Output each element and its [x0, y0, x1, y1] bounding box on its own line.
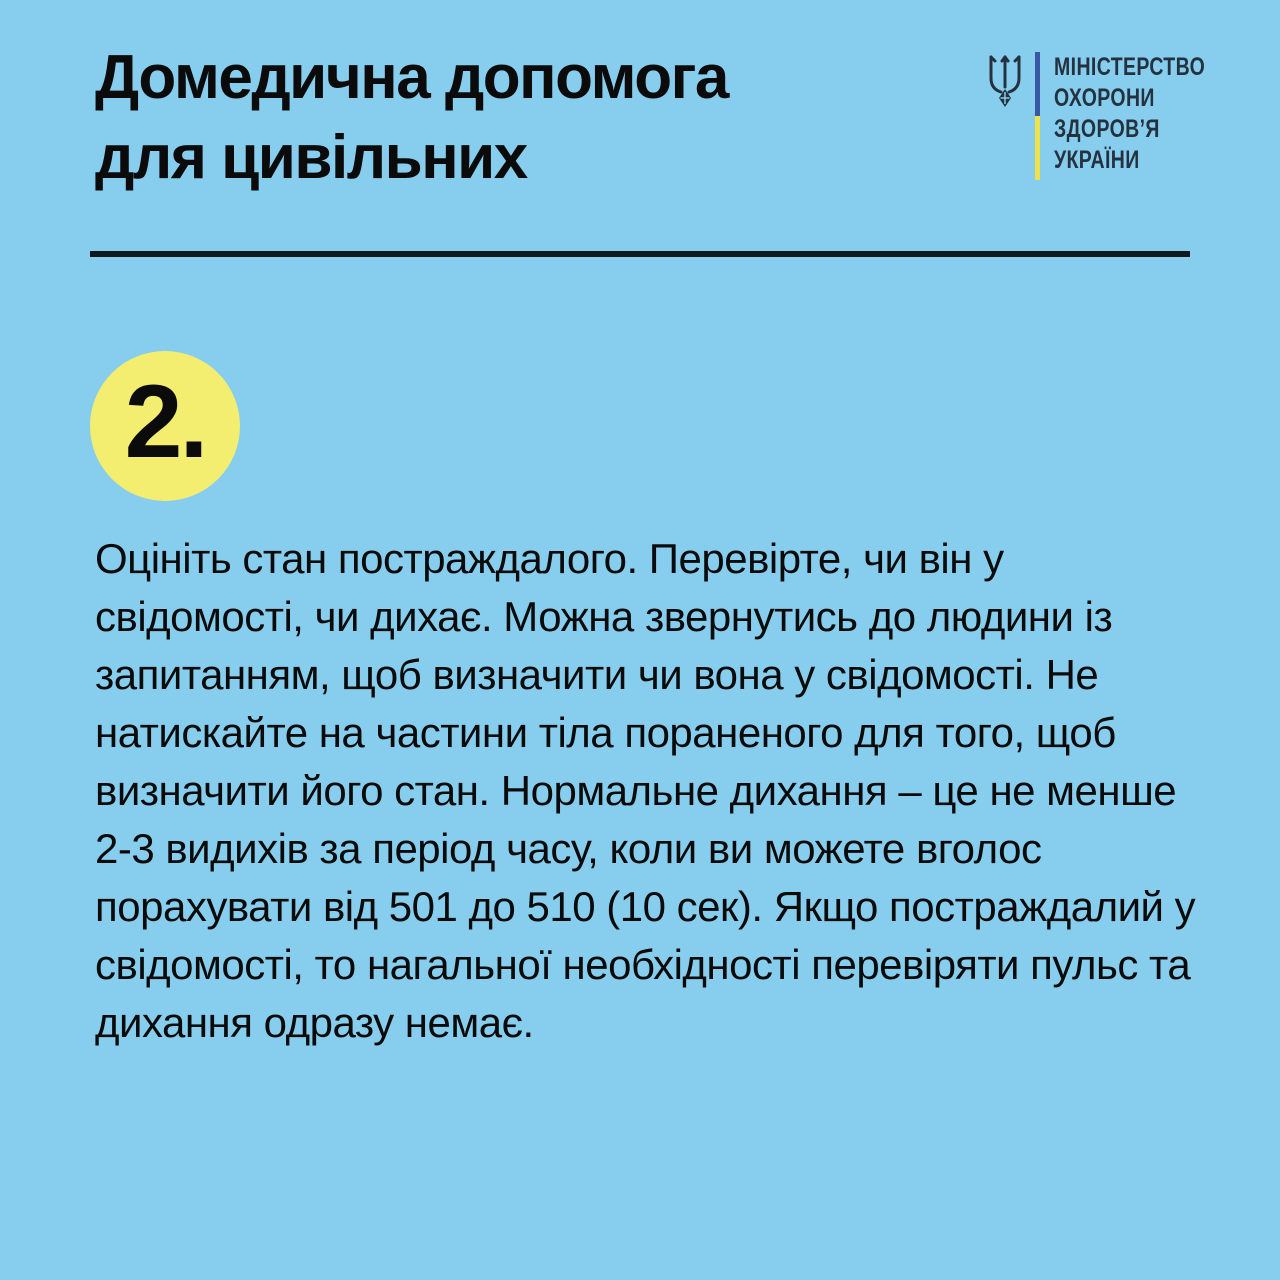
flag-bar [1035, 52, 1040, 180]
tryzub-icon [983, 54, 1027, 110]
step-number-badge [90, 351, 240, 501]
instruction-paragraph: Оцініть стан постраждалого. Перевірте, чи він у свідомості, чи дихає. Можна звернутись до людини із запитанням, щоб визначити чи вона у свідомості. Не натискайте на частини тіла пораненого для того, щоб визначити його стан. Нормальне дихання – це не менше 2-3 видихів за період часу, коли ви можете вголос порахувати від 501 до 510 (10 сек). Якщо постраждалий у свідомості, то нагальної необхідності перевіряти пульс та дихання одразу немає. [95, 535, 1196, 1046]
page-title-line1: Домедична допомога [95, 43, 728, 112]
ministry-name-line2: ОХОРОНИ [1054, 84, 1155, 112]
step-number: 2. [124, 364, 206, 480]
page-title [95, 38, 728, 198]
ministry-logo [983, 52, 1248, 180]
header-divider [90, 251, 1190, 257]
page-title-line2: для цивільних [95, 123, 527, 192]
ministry-name-line1: МІНІСТЕРСТВО [1054, 53, 1206, 81]
ministry-name [1054, 52, 1205, 176]
ministry-name-line4: УКРАЇНИ [1054, 146, 1140, 174]
ministry-name-line3: ЗДОРОВ’Я [1054, 115, 1160, 143]
